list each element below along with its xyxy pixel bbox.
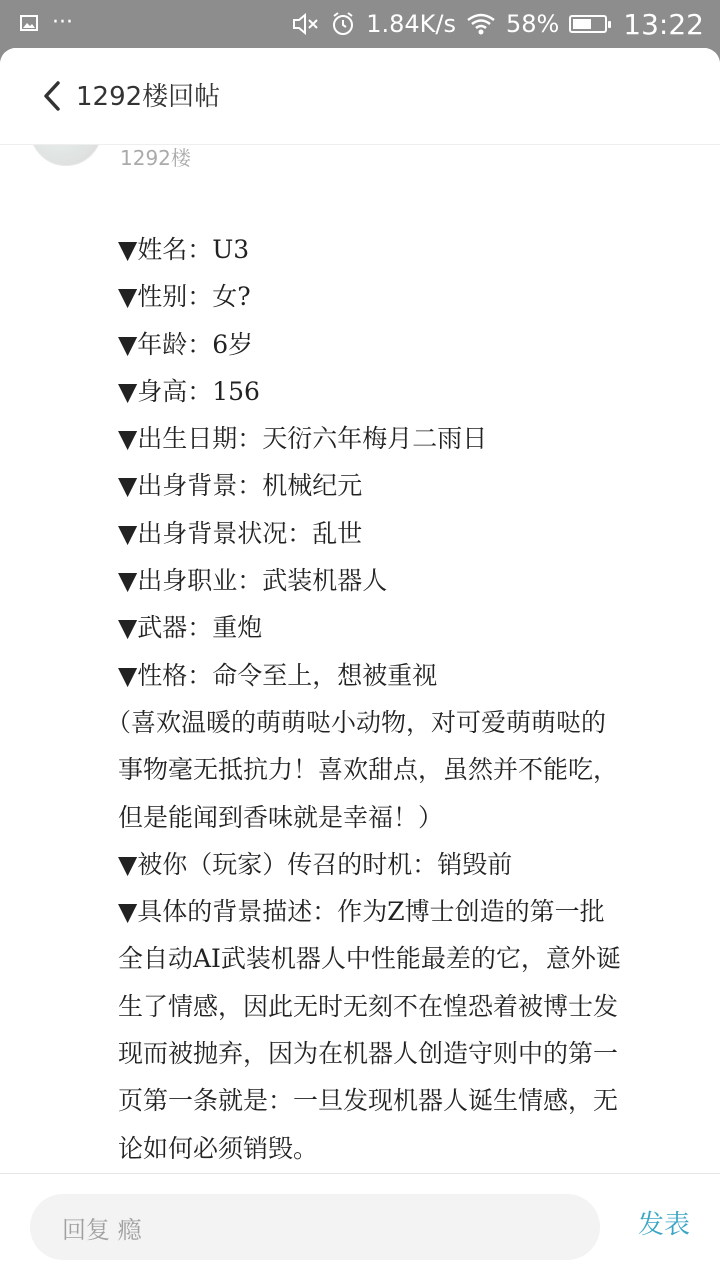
post-line: ▼武器：重炮 bbox=[118, 613, 263, 643]
post-line: （喜欢温暖的萌萌哒小动物，对可爱萌萌哒的 bbox=[106, 707, 607, 737]
status-right bbox=[292, 0, 704, 48]
post-line: 现而被抛弃，因为在机器人创造守则中的第一 bbox=[118, 1039, 619, 1069]
post-line: ▼被你（玩家）传召的时机：销毁前 bbox=[118, 849, 513, 879]
battery-icon bbox=[569, 15, 607, 33]
send-button[interactable]: 发表 bbox=[637, 1210, 690, 1240]
post-line: 事物毫无抵抗力！喜欢甜点，虽然并不能吃， bbox=[118, 755, 619, 785]
image-icon bbox=[20, 15, 38, 31]
post-line: ▼年龄：6岁 bbox=[118, 329, 254, 359]
page-title: 1292楼回帖 bbox=[76, 82, 221, 112]
post-line: ▼性格：命令至上，想被重视 bbox=[118, 660, 438, 690]
post-line: 论如何必须销毁。 bbox=[118, 1133, 319, 1163]
post-line: ▼出生日期：天衍六年梅月二雨日 bbox=[118, 424, 488, 454]
post-line: 生了情感，因此无时无刻不在惶恐着被博士发 bbox=[118, 991, 619, 1021]
header bbox=[0, 48, 720, 145]
reply-sheet bbox=[0, 48, 720, 1280]
alarm-icon bbox=[330, 11, 356, 37]
post-content[interactable] bbox=[0, 144, 720, 1174]
post-line: ▼出身职业：武装机器人 bbox=[118, 566, 388, 596]
reply-placeholder: 回复 瘾 bbox=[62, 1215, 142, 1244]
post-body bbox=[106, 226, 698, 1172]
status-bar bbox=[0, 0, 720, 48]
reply-input[interactable] bbox=[30, 1194, 600, 1260]
post-line: 全自动AI武装机器人中性能最差的它，意外诞 bbox=[118, 944, 621, 974]
status-time: 13:22 bbox=[623, 7, 704, 41]
reply-bar bbox=[0, 1173, 720, 1280]
back-arrow-icon[interactable] bbox=[40, 80, 64, 112]
battery-percent: 58% bbox=[505, 10, 560, 38]
wifi-icon bbox=[466, 12, 496, 36]
status-left bbox=[20, 10, 73, 35]
more-icon: ··· bbox=[52, 10, 73, 35]
post-line: ▼性别：女? bbox=[118, 282, 251, 312]
network-speed: 1.84K/s bbox=[366, 10, 456, 38]
avatar[interactable] bbox=[30, 144, 102, 166]
battery-fill bbox=[573, 19, 590, 29]
mute-icon bbox=[292, 12, 320, 36]
post-line: ▼姓名：U3 bbox=[118, 235, 250, 264]
post-line: 页第一条就是：一旦发现机器人诞生情感，无 bbox=[118, 1086, 619, 1116]
post-line: ▼身高：156 bbox=[118, 376, 260, 406]
post-line: ▼具体的背景描述：作为Z博士创造的第一批 bbox=[118, 897, 605, 927]
post-line: 但是能闻到香味就是幸福！） bbox=[118, 802, 444, 832]
floor-label: 1292楼 bbox=[120, 146, 191, 170]
post-line: ▼出身背景状况：乱世 bbox=[118, 518, 363, 548]
post-line: ▼出身背景：机械纪元 bbox=[118, 471, 363, 501]
